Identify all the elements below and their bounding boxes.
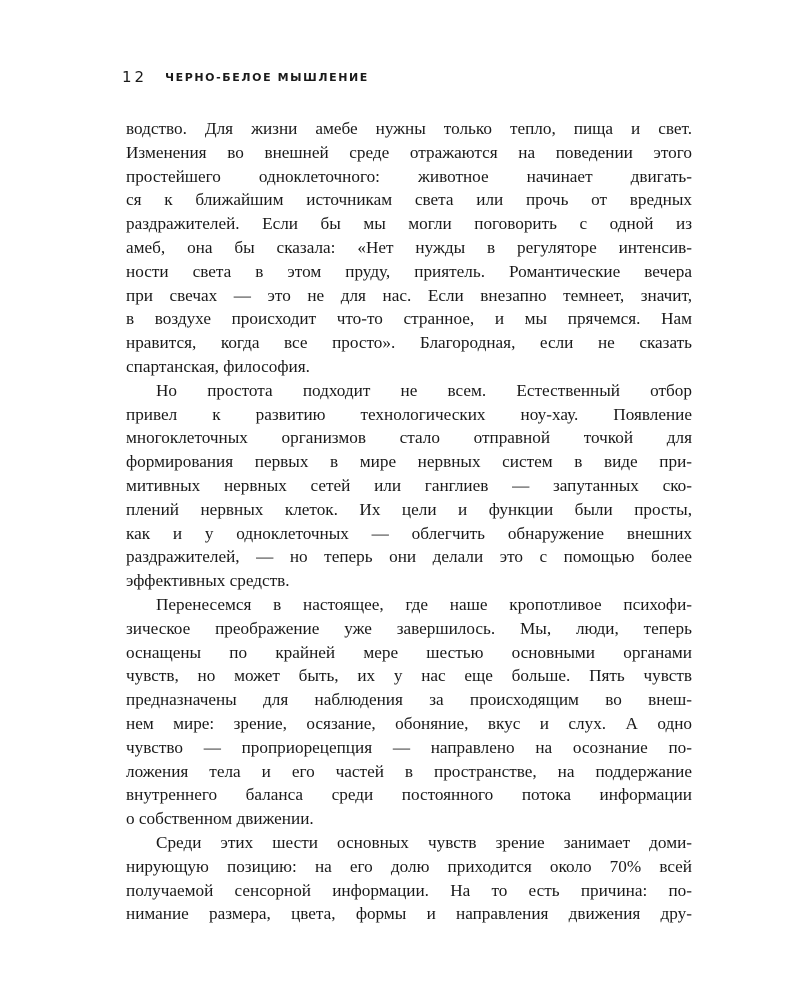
text-line: получаемой сенсорной информации. На то есть причина: по-: [126, 880, 692, 900]
text-line: многоклеточных организмов стало отправной точкой для: [126, 428, 692, 448]
text-line: простейшего одноклеточного: животное начинает двигать-: [126, 166, 692, 186]
text-line: Но простота подходит не всем. Естественный отбор: [156, 380, 692, 400]
text-line: формирования первых в мире нервных систем в виде при-: [126, 452, 692, 472]
text-line: спартанская, философия.: [126, 356, 310, 376]
text-line: о собственном движении.: [126, 809, 314, 829]
body-text: [126, 117, 692, 926]
text-line: Перенесемся в настоящее, где наше кропотливое психофи-: [156, 594, 692, 614]
text-line: нем мире: зрение, осязание, обоняние, вкус и слух. А одно: [126, 713, 692, 733]
page-number: 12: [122, 68, 148, 86]
text-line: Среди этих шести основных чувств зрение занимает доми-: [156, 832, 692, 852]
text-line: нирующую позицию: на его долю приходится около 70% всей: [126, 856, 692, 876]
running-head: [122, 66, 369, 88]
text-line: амеб, она бы сказала: «Нет нужды в регуляторе интенсив-: [126, 237, 692, 257]
text-line: в воздухе происходит что-то странное, и мы прячемся. Нам: [126, 309, 692, 329]
text-line: зическое преображение уже завершилось. Мы, люди, теперь: [126, 618, 692, 638]
text-line: раздражителей, — но теперь они делали это с помощью более: [126, 547, 692, 567]
text-line: нимание размера, цвета, формы и направления движения дру-: [126, 904, 692, 924]
text-line: чувство — проприорецепция — направлено на осознание по-: [126, 737, 692, 757]
text-line: при свечах — это не для нас. Если внезапно темнеет, значит,: [126, 285, 692, 305]
text-line: митивных нервных сетей или ганглиев — запутанных ско-: [126, 475, 692, 495]
text-line: раздражителей. Если бы мы могли поговорить с одной из: [126, 214, 692, 234]
text-line: эффективных средств.: [126, 571, 290, 591]
text-line: плений нервных клеток. Их цели и функции были просты,: [126, 499, 692, 519]
text-line: Изменения во внешней среде отражаются на поведении этого: [126, 142, 692, 162]
chapter-title: ЧЕРНО-БЕЛОЕ МЫШЛЕНИЕ: [165, 70, 369, 84]
text-line: ложения тела и его частей в пространстве, на поддержание: [126, 761, 692, 781]
text-line: как и у одноклеточных — облегчить обнаружение внешних: [126, 523, 692, 543]
text-line: нравится, когда все просто». Благородная, если не сказать: [126, 333, 692, 353]
text-line: чувств, но может быть, их у нас еще больше. Пять чувств: [126, 666, 692, 686]
text-line: оснащены по крайней мере шестью основными органами: [126, 642, 692, 662]
text-line: ся к ближайшим источникам света или прочь от вредных: [126, 190, 692, 210]
text-line: привел к развитию технологических ноу-хау. Появление: [126, 404, 692, 424]
text-line: внутреннего баланса среди постоянного потока информации: [126, 785, 692, 805]
text-line: ности света в этом пруду, приятель. Романтические вечера: [126, 261, 692, 281]
text-line: водство. Для жизни амебе нужны только тепло, пища и свет.: [126, 119, 692, 138]
text-line: предназначены для наблюдения за происходящим во внеш-: [126, 690, 692, 710]
